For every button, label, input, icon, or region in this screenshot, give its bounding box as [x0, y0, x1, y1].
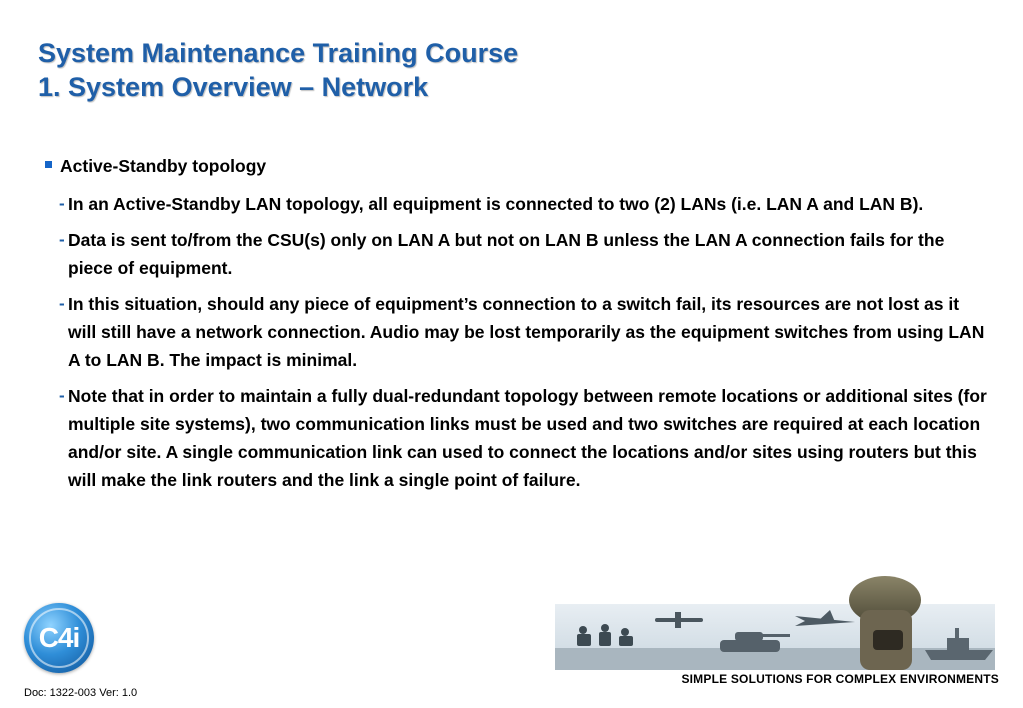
tagline: SIMPLE SOLUTIONS FOR COMPLEX ENVIRONMENTS	[681, 672, 999, 686]
list-item	[45, 226, 1005, 282]
title-line-1: System Maintenance Training Course	[38, 38, 519, 68]
square-bullet-icon	[45, 161, 52, 168]
doc-info: Doc: 1322-003 Ver: 1.0	[24, 687, 138, 699]
c4i-logo	[24, 603, 94, 673]
title-line-2: 1. System Overview – Network	[38, 72, 429, 102]
list-item-text: In this situation, should any piece of equipment’s connection to a switch fail, its resources are not lost as it will still have a network connection. Audio may be lost temporarily as the equipment switches from using LAN A to LAN B. The impact is minimal.	[68, 294, 985, 370]
content-body	[45, 152, 1005, 494]
dash-bullet-icon: -	[59, 194, 65, 213]
list-item-text: In an Active-Standby LAN topology, all equipment is connected to two (2) LANs (i.e. LAN A and LAN B).	[68, 194, 924, 214]
logo-text: C4i	[38, 622, 80, 653]
dash-bullet-icon: -	[59, 294, 65, 313]
section-heading: Active-Standby topology	[60, 156, 267, 176]
dash-bullet-icon: -	[59, 230, 65, 249]
page-title	[38, 36, 518, 104]
list-item-text: Data is sent to/from the CSU(s) only on LAN A but not on LAN B unless the LAN A connection fails for the piece of equipment.	[68, 230, 945, 278]
section-heading-row	[45, 152, 1005, 180]
military-banner-image	[555, 570, 995, 670]
dash-bullet-icon: -	[59, 386, 65, 405]
list-item	[45, 190, 1005, 218]
list-item	[45, 382, 1005, 494]
list-item	[45, 290, 1005, 374]
list-item-text: Note that in order to maintain a fully dual-redundant topology between remote locations or additional sites (for multiple site systems), two communication links must be used and two switches are required at each location and/or site. A single communication link can used to connect the locations and/or sites using routers but this will make the link routers and the link a single point of failure.	[68, 386, 987, 490]
